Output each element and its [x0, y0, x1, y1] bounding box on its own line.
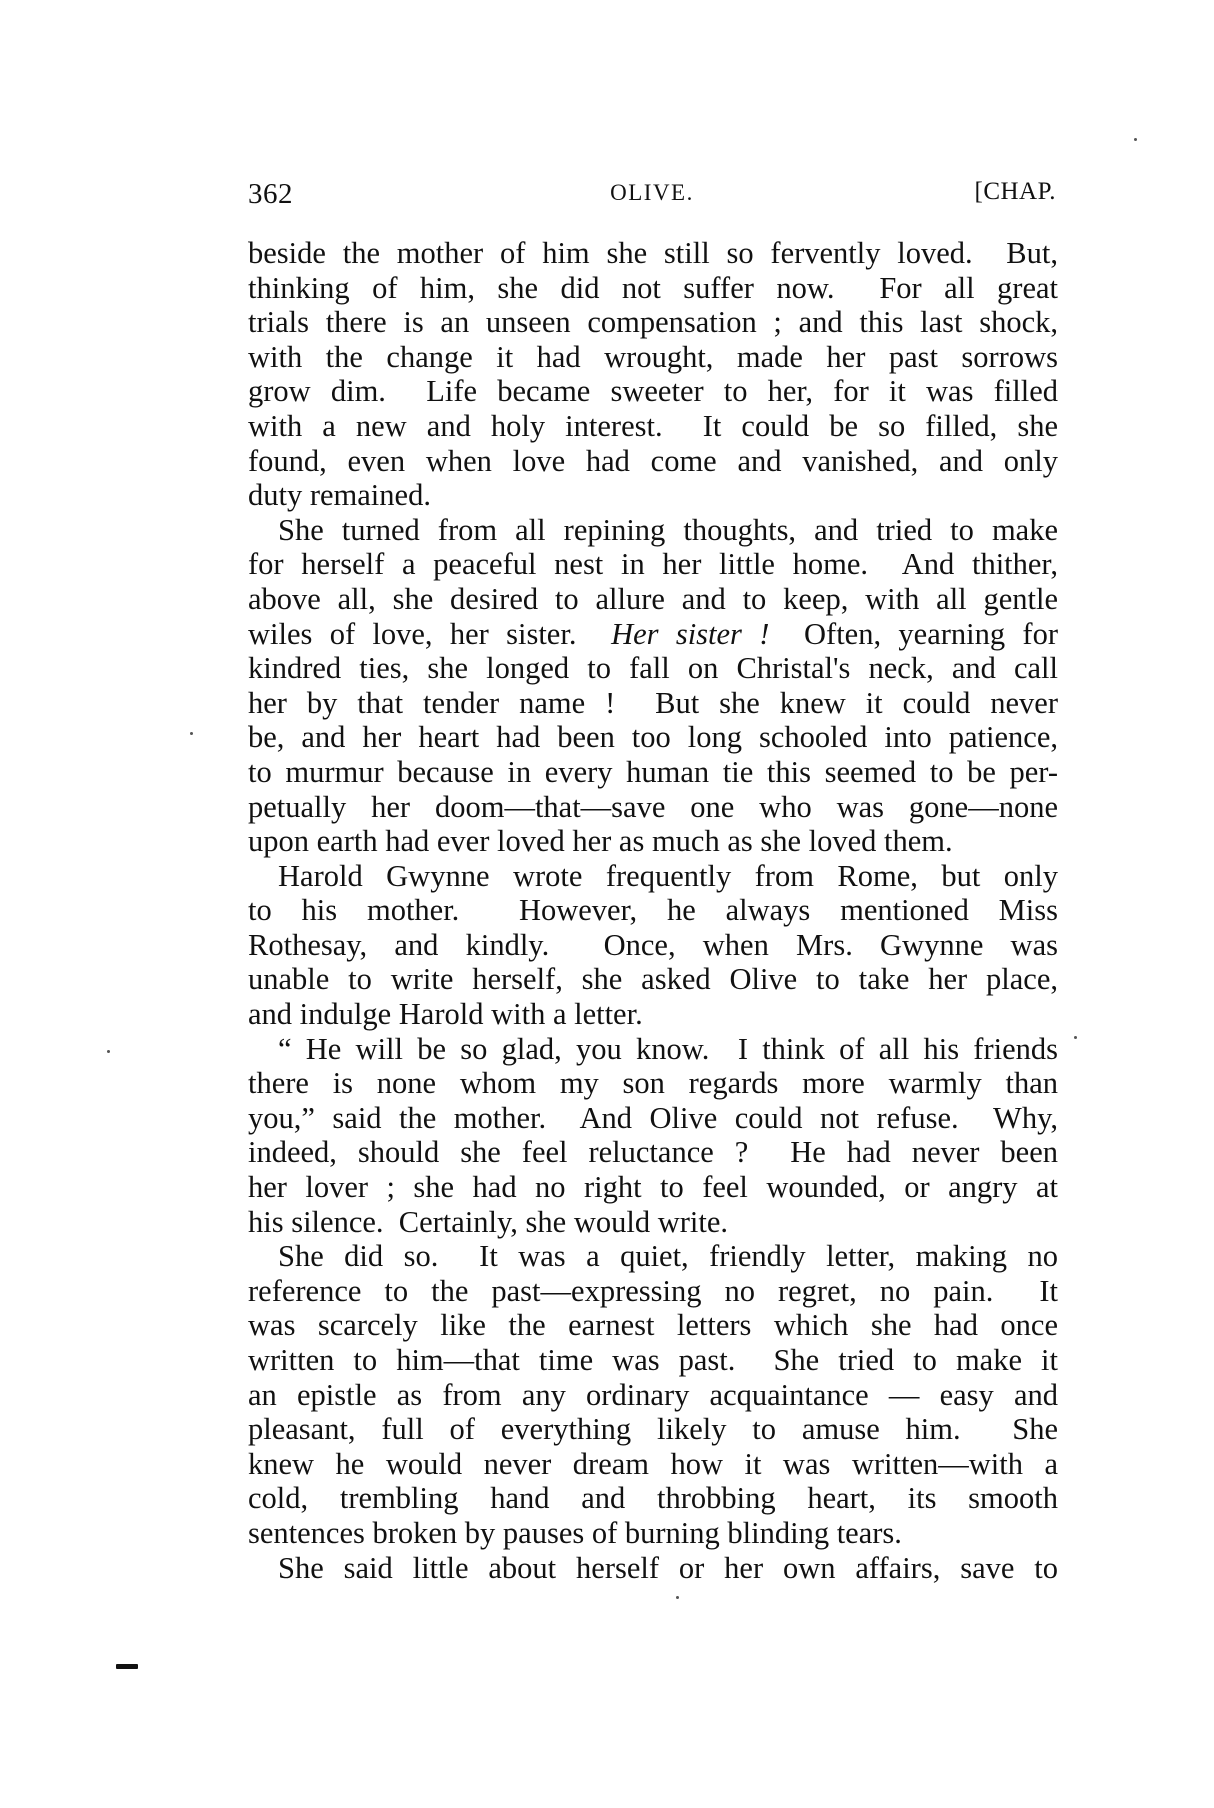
- text-line: petually her doom—that—save one who was gone—none: [248, 789, 1058, 824]
- text-line: for herself a peaceful nest in her little home. And thither,: [248, 547, 1058, 582]
- text-line: She turned from all repining thoughts, and tried to make: [278, 512, 1058, 547]
- margin-mark: [116, 1664, 138, 1669]
- page-header: [248, 178, 1056, 218]
- text-line: trials there is an unseen compensation ; and this last shock,: [248, 305, 1058, 340]
- text-line: cold, trembling hand and throbbing heart, its smooth: [248, 1481, 1058, 1516]
- text-line: She said little about herself or her own affairs, save to: [278, 1550, 1058, 1585]
- stray-mark: [1074, 1036, 1077, 1039]
- text-line: be, and her heart had been too long schooled into patience,: [248, 720, 1058, 755]
- text-line: grow dim. Life became sweeter to her, for it was filled: [248, 374, 1058, 409]
- text-line: “ He will be so glad, you know. I think of all his friends: [278, 1031, 1058, 1066]
- text-line: indeed, should she feel reluctance ? He had never been: [248, 1135, 1058, 1170]
- text-line: reference to the past—expressing no regret, no pain. It: [248, 1273, 1058, 1308]
- stray-mark: [107, 1050, 110, 1053]
- text-line: you,” said the mother. And Olive could not refuse. Why,: [248, 1100, 1058, 1135]
- body-text: [248, 236, 1058, 1585]
- stray-mark: [676, 1596, 679, 1599]
- text-line: Rothesay, and kindly. Once, when Mrs. Gwynne was: [248, 927, 1058, 962]
- text-line: kindred ties, she longed to fall on Christal's neck, and call: [248, 651, 1058, 686]
- text-line: beside the mother of him she still so fervently loved. But,: [248, 236, 1058, 270]
- text-segment: wiles of love, her sister.: [248, 616, 612, 651]
- text-line: sentences broken by pauses of burning blinding tears.: [248, 1515, 902, 1550]
- text-line: to murmur because in every human tie this seemed to be per-: [248, 754, 1058, 789]
- text-line: Harold Gwynne wrote frequently from Rome, but only: [278, 858, 1058, 893]
- page-number: 362: [248, 178, 293, 210]
- running-title: OLIVE.: [610, 180, 694, 205]
- text-line: written to him—that time was past. She tried to make it: [248, 1343, 1058, 1377]
- text-line: She did so. It was a quiet, friendly letter, making no: [278, 1239, 1058, 1274]
- text-line: with the change it had wrought, made her past sorrows: [248, 339, 1058, 374]
- text-line: upon earth had ever loved her as much as she loved them.: [248, 824, 953, 859]
- text-line: above all, she desired to allure and to keep, with all gentle: [248, 581, 1058, 616]
- text-line: knew he would never dream how it was written—with a: [248, 1446, 1058, 1481]
- stray-mark: [1134, 138, 1137, 141]
- text-line: pleasant, full of everything likely to amuse him. She: [248, 1412, 1058, 1447]
- text-line: found, even when love had come and vanished, and only: [248, 443, 1058, 478]
- text-line: thinking of him, she did not suffer now. For all great: [248, 270, 1058, 305]
- text-line: and indulge Harold with a letter.: [248, 997, 643, 1032]
- stray-mark: [190, 732, 193, 735]
- italic-phrase: Her sister !: [611, 616, 770, 651]
- text-line: her lover ; she had no right to feel wounded, or angry at: [248, 1170, 1058, 1205]
- text-line: [248, 617, 1058, 652]
- text-line: there is none whom my son regards more warmly than: [248, 1066, 1058, 1101]
- text-line: with a new and holy interest. It could be so filled, she: [248, 408, 1058, 443]
- text-segment: Often, yearning for: [769, 616, 1058, 651]
- text-line: duty remained.: [248, 478, 431, 513]
- text-line: his silence. Certainly, she would write.: [248, 1204, 728, 1239]
- text-line: was scarcely like the earnest letters which she had once: [248, 1308, 1058, 1343]
- text-line: an epistle as from any ordinary acquaintance — easy and: [248, 1377, 1058, 1412]
- text-line: unable to write herself, she asked Olive to take her place,: [248, 962, 1058, 997]
- chapter-mark: [CHAP.: [974, 178, 1056, 205]
- text-line: to his mother. However, he always mentioned Miss: [248, 893, 1058, 928]
- text-line: her by that tender name ! But she knew it could never: [248, 685, 1058, 720]
